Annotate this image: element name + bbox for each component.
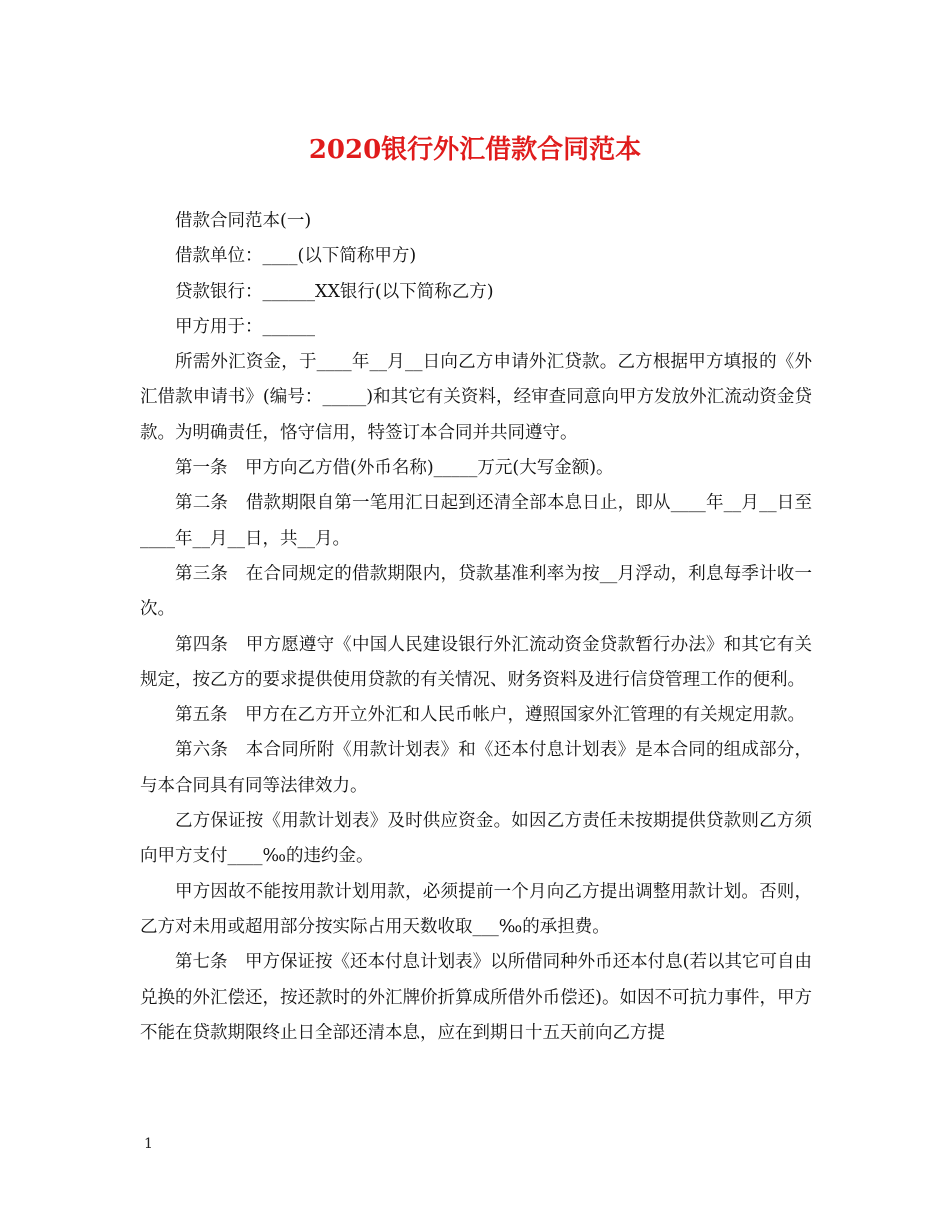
- paragraph-contract-sample: 借款合同范本(一): [175, 211, 312, 231]
- document-body: [140, 204, 812, 1051]
- paragraph-article-4: 第四条 甲方愿遵守《中国人民建设银行外汇流动资金贷款暂行办法》和其它有关规定，按乙方的要求提供使用贷款的有关情况、财务资料及进行信贷管理工作的便利。: [140, 634, 812, 690]
- page-number: 1: [144, 1136, 153, 1152]
- paragraph-article-6: 第六条 本合同所附《用款计划表》和《还本付息计划表》是本合同的组成部分，与本合同具有同等法律效力。: [140, 740, 812, 796]
- paragraph-article-7: 第七条 甲方保证按《还本付息计划表》以所借同种外币还本付息(若以其它可自由兑换的外汇偿还，按还款时的外汇牌价折算成所借外币偿还)。如因不可抗力事件，甲方不能在贷款期限终止日全部还清本息，应在到期日十五天前向乙方提: [140, 952, 812, 1043]
- paragraph-article-5: 第五条 甲方在乙方开立外汇和人民币帐户，遵照国家外汇管理的有关规定用款。: [175, 705, 805, 726]
- paragraph-article-3: 第三条 在合同规定的借款期限内，贷款基准利率为按__月浮动，利息每季计收一次。: [140, 563, 812, 620]
- document-title: 2020银行外汇借款合同范本: [308, 135, 642, 165]
- paragraph-lender-bank: 贷款银行：______XX银行(以下简称乙方): [175, 281, 494, 302]
- paragraph-purpose: 甲方用于：______: [175, 316, 315, 337]
- paragraph-article-6-lender: 乙方保证按《用款计划表》及时供应资金。如因乙方责任未按期提供贷款则乙方须向甲方支付____‰的违约金。: [140, 811, 812, 867]
- paragraph-borrower: 借款单位：____(以下简称甲方): [175, 246, 417, 267]
- paragraph-article-2: 第二条 借款期限自第一笔用汇日起到还清全部本息日止，即从____年__月__日至____年__月__日，共__月。: [140, 493, 812, 549]
- paragraph-article-1: 第一条 甲方向乙方借(外币名称)_____万元(大写金额)。: [175, 458, 614, 479]
- paragraph-article-6-borrower: 甲方因故不能按用款计划用款，必须提前一个月向乙方提出调整用款计划。否则，乙方对未用或超用部分按实际占用天数收取___‰的承担费。: [140, 881, 812, 937]
- paragraph-preamble: 所需外汇资金，于____年__月__日向乙方申请外汇贷款。乙方根据甲方填报的《外汇借款申请书》(编号：_____)和其它有关资料，经审查同意向甲方发放外汇流动资金贷款。为明确责任，恪守信用，特签订本合同并共同遵守。: [140, 352, 812, 443]
